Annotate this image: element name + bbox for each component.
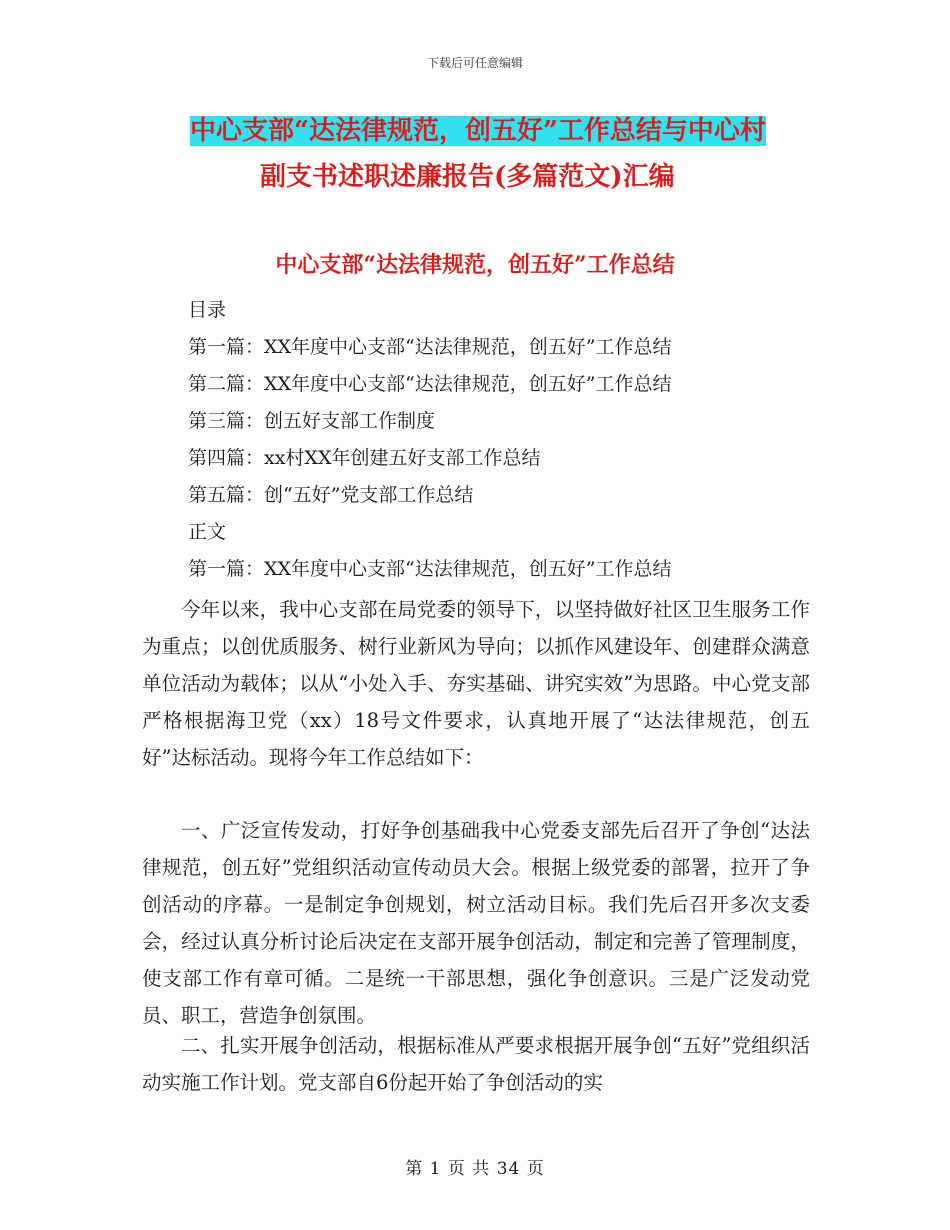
chapter-heading: 第一篇：XX年度中心支部“达法律规范，创五好”工作总结 [188, 558, 672, 580]
page-footer: 第 1 页 共 34 页 [405, 1159, 545, 1179]
document-title [190, 108, 810, 200]
toc-item: 第四篇：xx村XX年创建五好支部工作总结 [188, 447, 541, 469]
title-line-1 [190, 108, 810, 154]
body-heading: 正文 [188, 521, 227, 543]
toc-item: 第一篇：XX年度中心支部“达法律规范，创五好”工作总结 [188, 336, 672, 358]
title-line-2 [260, 154, 810, 200]
toc-item: 第二篇：XX年度中心支部“达法律规范，创五好”工作总结 [188, 373, 672, 395]
body-paragraph-3 [142, 1027, 810, 1101]
section-title: 中心支部“达法律规范，创五好”工作总结 [275, 252, 675, 278]
body-paragraph-2 [142, 812, 810, 1034]
title-line-1-text: 中心支部“达法律规范，创五好”工作总结与中心村 [190, 116, 766, 146]
table-of-contents [188, 292, 828, 588]
paragraph-text: 二、扎实开展争创活动，根据标准从严要求根据开展争创“五好”党组织活动实施工作计划。党支部自6份起开始了争创活动的实 [142, 1034, 810, 1094]
body-paragraph-1 [142, 591, 810, 776]
toc-heading: 目录 [188, 299, 227, 321]
toc-item: 第三篇：创五好支部工作制度 [188, 410, 436, 432]
paragraph-text: 今年以来，我中心支部在局党委的领导下，以坚持做好社区卫生服务工作为重点；以创优质服务、树行业新风为导向；以抓作风建设年、创建群众满意单位活动为载体；以从“小处入手、夯实基础、讲究实效”为思路。中心党支部严格根据海卫党（xx）18号文件要求，认真地开展了“达法律规范，创五好”达标活动。现将今年工作总结如下： [142, 598, 810, 769]
paragraph-text: 一、广泛宣传发动，打好争创基础我中心党委支部先后召开了争创“达法律规范，创五好”党组织活动宣传动员大会。根据上级党委的部署，拉开了争创活动的序幕。一是制定争创规划，树立活动目标。我们先后召开多次支委会，经过认真分析讨论后决定在支部开展争创活动，制定和完善了管理制度，使支部工作有章可循。二是统一干部思想，强化争创意识。三是广泛发动党员、职工，营造争创氛围。 [142, 819, 810, 1027]
toc-item: 第五篇：创“五好”党支部工作总结 [188, 484, 474, 506]
title-line-2-text: 副支书述职述廉报告(多篇范文)汇编 [260, 162, 675, 192]
page-header-note: 下载后可任意编辑 [426, 56, 523, 70]
